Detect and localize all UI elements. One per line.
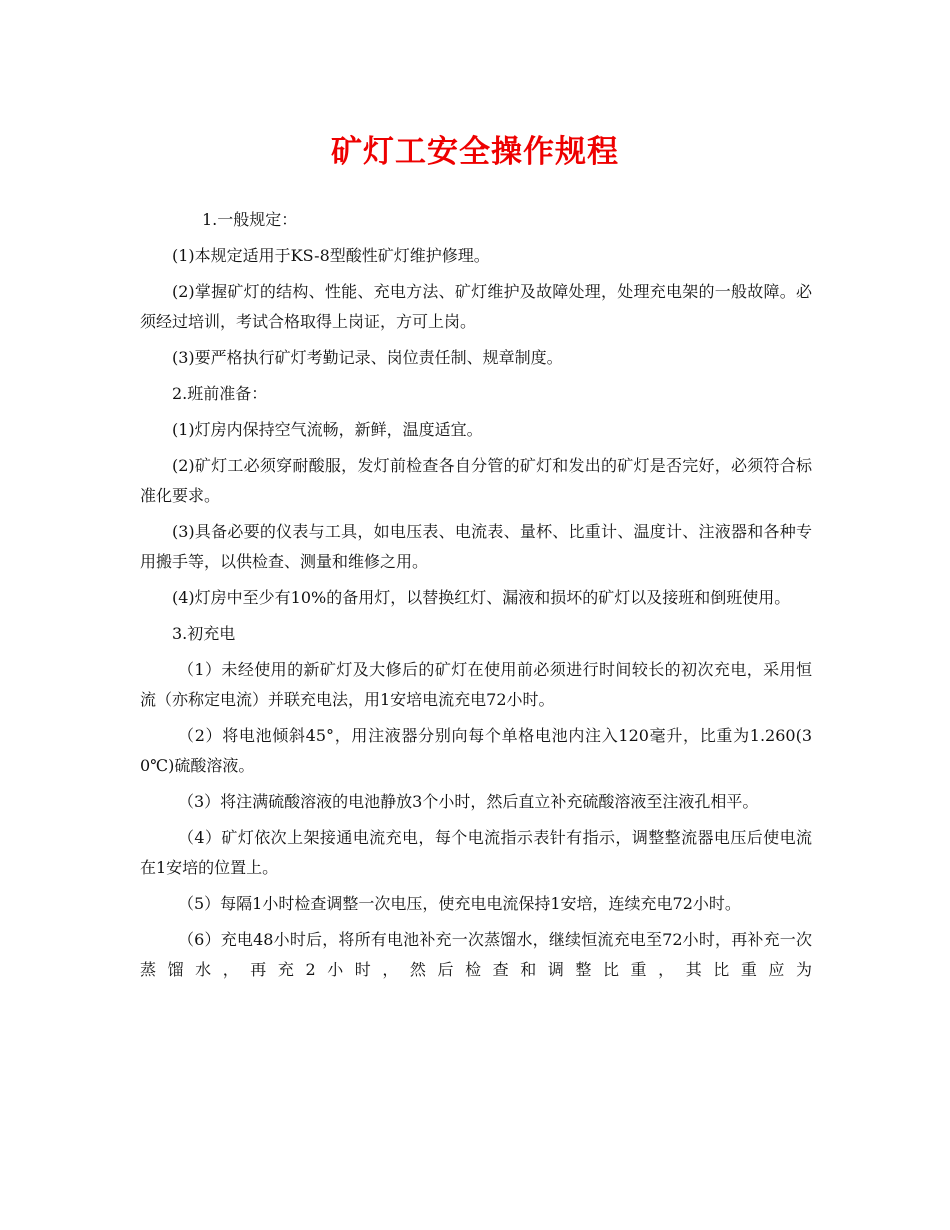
paragraph: (2)掌握矿灯的结构、性能、充电方法、矿灯维护及故障处理，处理充电架的一般故障。必须经过培训，考试合格取得上岗证，方可上岗。 (140, 282, 812, 331)
paragraph: （4）矿灯依次上架接通电流充电，每个电流指示表针有指示，调整整流器电压后使电流在1安培的位置上。 (140, 828, 812, 877)
paragraph: (3)要严格执行矿灯考勤记录、岗位责任制、规章制度。 (172, 348, 563, 367)
paragraph: (4)灯房中至少有10%的备用灯，以替换红灯、漏液和损坏的矿灯以及接班和倒班使用。 (172, 588, 791, 607)
paragraph: (3)具备必要的仪表与工具，如电压表、电流表、量杯、比重计、温度计、注液器和各种专用搬手等，以供检查、测量和维修之用。 (140, 522, 812, 571)
paragraph: （3）将注满硫酸溶液的电池静放3个小时，然后直立补充硫酸溶液至注液孔相平。 (178, 792, 759, 811)
paragraph: （5）每隔1小时检查调整一次电压，使充电电流保持1安培，连续充电72小时。 (178, 894, 741, 913)
paragraph: (2)矿灯工必须穿耐酸服，发灯前检查各自分管的矿灯和发出的矿灯是否完好，必须符合标准化要求。 (140, 456, 812, 505)
paragraph: （1）未经使用的新矿灯及大修后的矿灯在使用前必须进行时间较长的初次充电，采用恒流（亦称定电流）并联充电法，用1安培电流充电72小时。 (140, 660, 812, 709)
paragraph: (1)本规定适用于KS-8型酸性矿灯维护修理。 (172, 246, 490, 265)
paragraph: (1)灯房内保持空气流畅，新鲜，温度适宜。 (172, 420, 483, 439)
section-heading-initial-charge: 3.初充电 (172, 624, 236, 643)
paragraph: （6）充电48小时后，将所有电池补充一次蒸馏水，继续恒流充电至72小时，再补充一次蒸馏水，再充2小时，然后检查和调整比重，其比重应为 (140, 930, 812, 979)
section-heading-preparation: 2.班前准备： (172, 384, 268, 403)
document-title: 矿灯工安全操作规程 (331, 134, 619, 170)
section-heading-general: 1.一般规定： (202, 210, 298, 229)
paragraph: （2）将电池倾斜45°，用注液器分别向每个单格电池内注入120毫升，比重为1.260(30℃)硫酸溶液。 (140, 726, 812, 775)
document-body (140, 205, 812, 991)
